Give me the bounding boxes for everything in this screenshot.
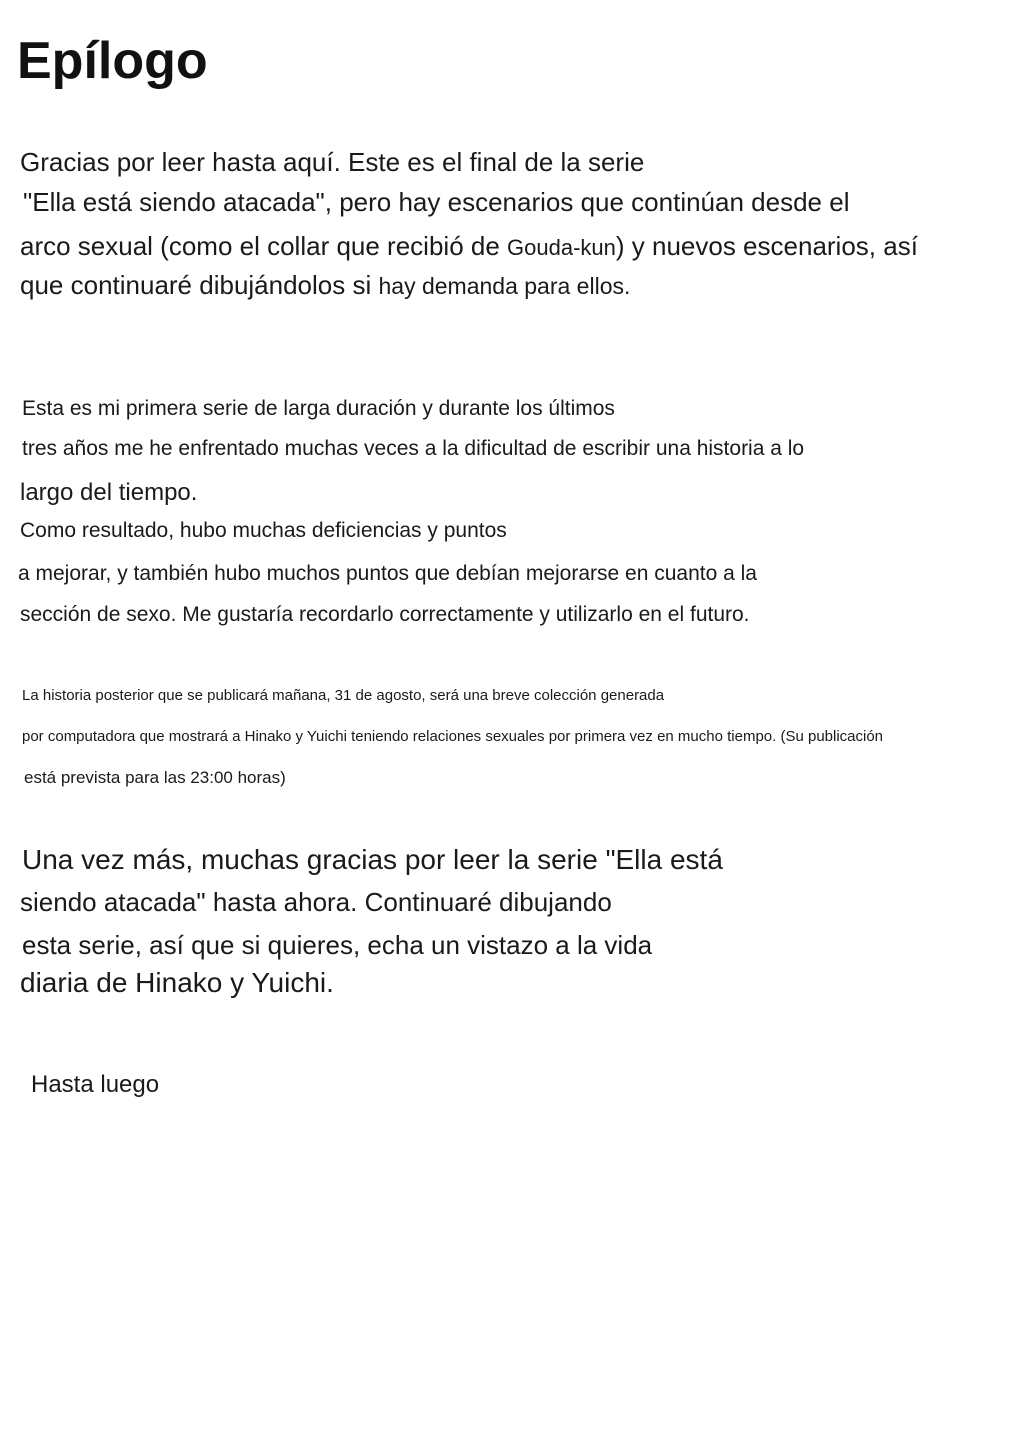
intro-line-4: [20, 269, 630, 302]
signoff: Hasta luego: [31, 1071, 160, 1098]
intro-line-2: "Ella está siendo atacada", pero hay escenarios que continúan desde el: [23, 187, 850, 217]
thanks-line-4: diaria de Hinako y Yuichi.: [20, 967, 334, 998]
intro-line-4-start: que continuaré dibujándolos si: [20, 270, 379, 300]
thanks-line-3: esta serie, así que si quieres, echa un vistazo a la vida: [22, 930, 653, 960]
reflection-line-1: Esta es mi primera serie de larga duración y durante los últimos: [22, 397, 615, 420]
announcement-line-3: está prevista para las 23:00 horas): [24, 768, 286, 787]
thanks-line-1: Una vez más, muchas gracias por leer la serie "Ella está: [22, 844, 723, 875]
reflection-line-5: a mejorar, y también hubo muchos puntos que debían mejorarse en cuanto a la: [18, 562, 757, 585]
announcement-line-1: La historia posterior que se publicará mañana, 31 de agosto, será una breve colección generada: [22, 687, 665, 704]
page-title: Epílogo: [17, 32, 208, 90]
announcement-line-2: por computadora que mostrará a Hinako y Yuichi teniendo relaciones sexuales por primera vez en mucho tiempo. (Su publicación: [22, 728, 884, 745]
intro-line-3-name: Gouda-kun: [507, 235, 616, 260]
reflection-line-6: sección de sexo. Me gustaría recordarlo correctamente y utilizarlo en el futuro.: [20, 603, 750, 626]
intro-line-3: [20, 230, 918, 264]
reflection-line-3: largo del tiempo.: [20, 479, 198, 506]
intro-line-3-start: arco sexual (como el collar que recibió de: [20, 231, 508, 261]
thanks-line-2: siendo atacada" hasta ahora. Continuaré dibujando: [20, 887, 612, 917]
intro-line-4-end: hay demanda para ellos.: [378, 273, 631, 299]
reflection-line-4: Como resultado, hubo muchas deficiencias y puntos: [20, 519, 507, 542]
reflection-line-2: tres años me he enfrentado muchas veces a la dificultad de escribir una historia a lo: [22, 437, 805, 460]
intro-line-3-end: ) y nuevos escenarios, así: [615, 231, 918, 261]
intro-line-1: Gracias por leer hasta aquí. Este es el final de la serie: [20, 147, 645, 177]
